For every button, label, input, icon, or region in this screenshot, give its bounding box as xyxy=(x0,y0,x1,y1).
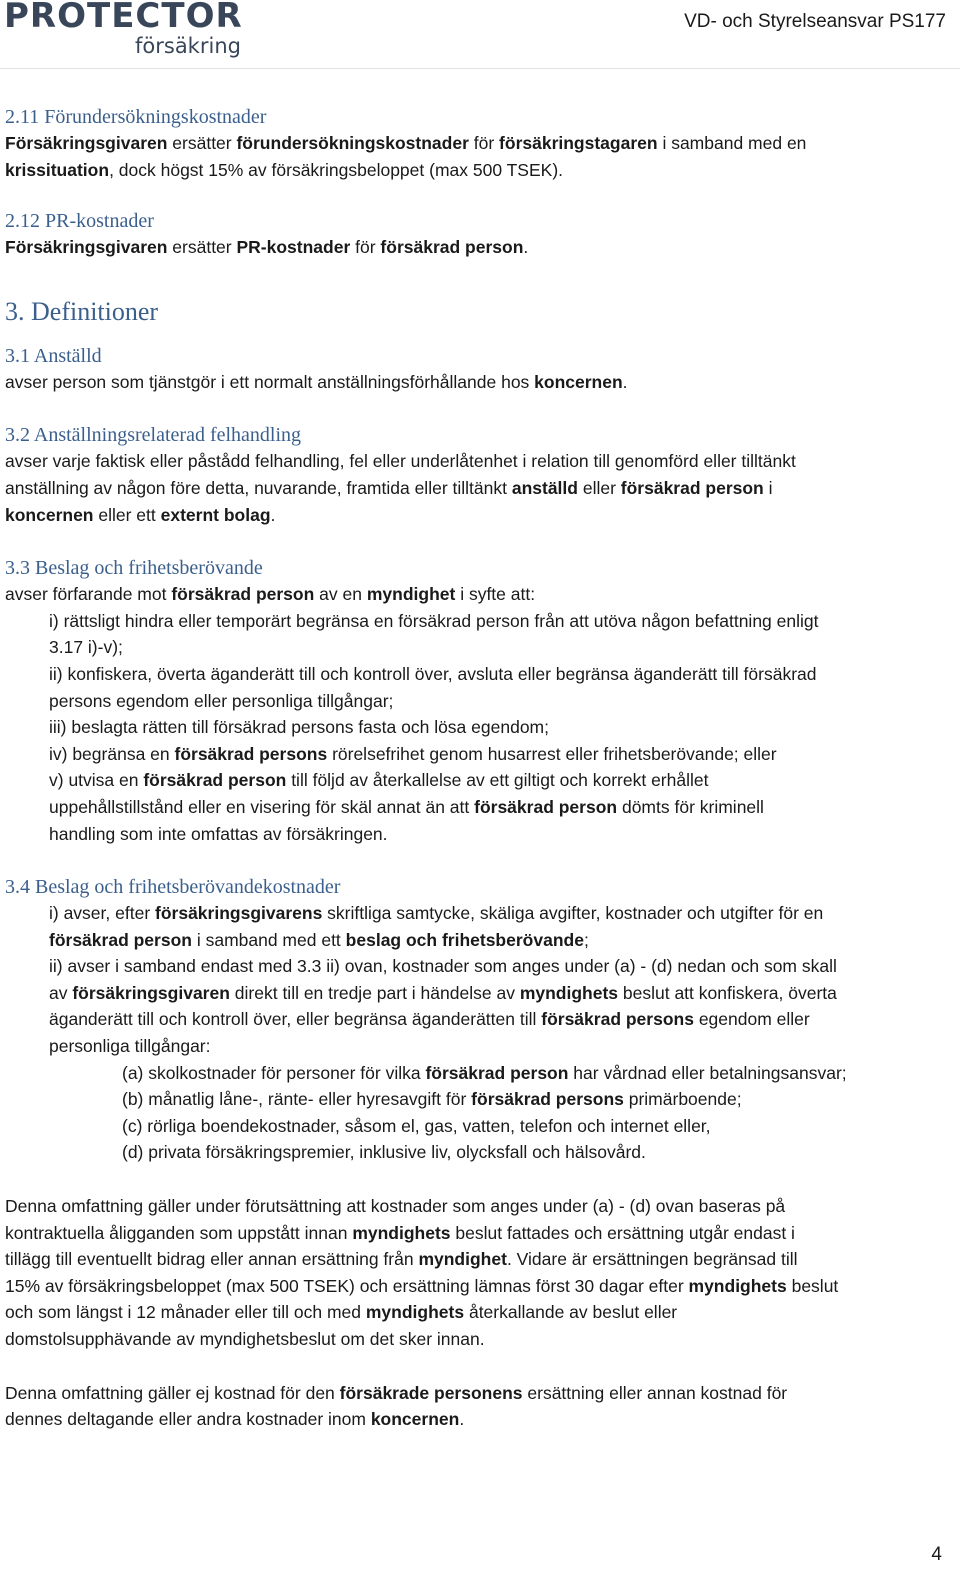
paragraph-3-1 xyxy=(5,369,955,396)
heading-2-11: 2.11 Förundersökningskostnader xyxy=(5,106,267,128)
text-line: Försäkringsgivaren ersätter PR-kostnader för försäkrad person. xyxy=(5,237,529,258)
logo-wordmark: PROTECTOR xyxy=(4,0,243,36)
text-line: avser person som tjänstgör i ett normalt anställningsförhållande hos koncernen. xyxy=(5,371,628,392)
heading-3-2: 3.2 Anställningsrelaterad felhandling xyxy=(5,424,302,447)
paragraph-2-12 xyxy=(5,234,955,261)
heading-3-1: 3.1 Anställd xyxy=(5,344,102,367)
heading-2-12: 2.12 PR-kostnader xyxy=(5,210,154,233)
text-line: avser förfarande mot försäkrad person av en myndighet i syfte att: xyxy=(5,584,536,605)
sub-list-item: (b) månatlig låne-, ränte- eller hyresavgift för försäkrad persons primärboende; xyxy=(122,1089,742,1110)
paragraph-2-11 xyxy=(5,130,955,183)
list-item: i) avser, efter försäkringsgivarens skriftliga samtycke, skäliga avgifter, kostnader och utgifter för en försäkrad person i samband med ett beslag och frihetsberövande; xyxy=(49,903,824,950)
list-item: iii) beslagta rätten till försäkrad persons fasta och lösa egendom; xyxy=(49,717,549,738)
list-item: ii) avser i samband endast med 3.3 ii) ovan, kostnader som anges under (a) - (d) nedan och som skall av försäkringsgivaren direkt till en tredje part i händelse av myndighets beslut att konfiskera, överta äganderätt till och kontroll över, eller begränsa äganderätten till försäkrad persons egendom eller personliga tillgångar: xyxy=(49,956,837,1057)
text-line: avser varje faktisk eller påstådd felhandling, fel eller underlåtenhet i relation till genomförd eller tilltänkt xyxy=(5,451,796,472)
document-body xyxy=(5,104,955,1433)
text-line: koncernen eller ett externt bolag. xyxy=(5,504,276,525)
sub-list-item: (d) privata försäkringspremier, inklusive liv, olycksfall och hälsovård. xyxy=(122,1142,646,1163)
sub-list-item: (a) skolkostnader för personer för vilka försäkrad person har vårdnad eller betalningsansvar; xyxy=(122,1062,847,1083)
list-item: v) utvisa en försäkrad person till följd av återkallelse av ett giltigt och korrekt erhållet uppehållstillstånd eller en visering för skäl annat än att försäkrad person dömts för kriminell handling som inte omfattas av försäkringen. xyxy=(49,770,764,844)
list-item: ii) konfiskera, överta äganderätt till och kontroll över, avsluta eller begränsa äganderätt till försäkrad persons egendom eller personliga tillgångar; xyxy=(49,663,817,711)
heading-3-3: 3.3 Beslag och frihetsberövande xyxy=(5,557,263,580)
page-number: 4 xyxy=(931,1544,942,1565)
paragraph-3-2 xyxy=(5,448,955,528)
text-line: krissituation, dock högst 15% av försäkringsbeloppet (max 500 TSEK). xyxy=(5,159,564,180)
heading-3-4: 3.4 Beslag och frihetsberövandekostnader xyxy=(5,876,341,899)
sub-list-item: (c) rörliga boendekostnader, såsom el, gas, vatten, telefon och internet eller, xyxy=(122,1115,711,1136)
paragraph-3-3 xyxy=(5,581,955,847)
text-line: Försäkringsgivaren ersätter förundersökningskostnader för försäkringstagaren i samband med en xyxy=(5,133,807,153)
logo-subtitle: försäkring xyxy=(135,34,241,58)
paragraph-coverage-exclusion: Denna omfattning gäller ej kostnad för den försäkrade personens ersättning eller annan kostnad för dennes deltagande eller andra kostnader inom koncernen. xyxy=(5,1382,788,1430)
protector-logo xyxy=(4,0,264,64)
list-item: iv) begränsa en försäkrad persons rörelsefrihet genom husarrest eller frihetsberövande; eller xyxy=(49,743,777,764)
paragraph-3-4 xyxy=(5,900,955,1166)
heading-3-definitions: 3. Definitioner xyxy=(5,296,159,326)
header-divider xyxy=(0,68,960,69)
list-item: i) rättsligt hindra eller temporärt begränsa en försäkrad person från att utöva någon befattning enligt 3.17 i)-v); xyxy=(49,610,819,658)
page-header xyxy=(0,0,960,70)
document-title: VD- och Styrelseansvar PS177 xyxy=(684,11,946,32)
paragraph-coverage-conditions: Denna omfattning gäller under förutsättning att kostnader som anges under (a) - (d) ovan baseras på kontraktuella åligganden som uppstått innan myndighets beslut fattades och ersättning utgår endast i tillägg till eventuellt bidrag eller annan ersättning från myndighet. Vidare är ersättningen begränsad till 15% av försäkringsbeloppet (max 500 TSEK) och ersättning lämnas först 30 dagar efter myndighets beslut och som längst i 12 månader eller till och med myndighets återkallande av beslut eller domstolsupphävande av myndighetsbeslut om det sker innan. xyxy=(5,1196,839,1349)
text-line: anställning av någon före detta, nuvarande, framtida eller tilltänkt anställd eller försäkrad person i xyxy=(5,477,773,498)
